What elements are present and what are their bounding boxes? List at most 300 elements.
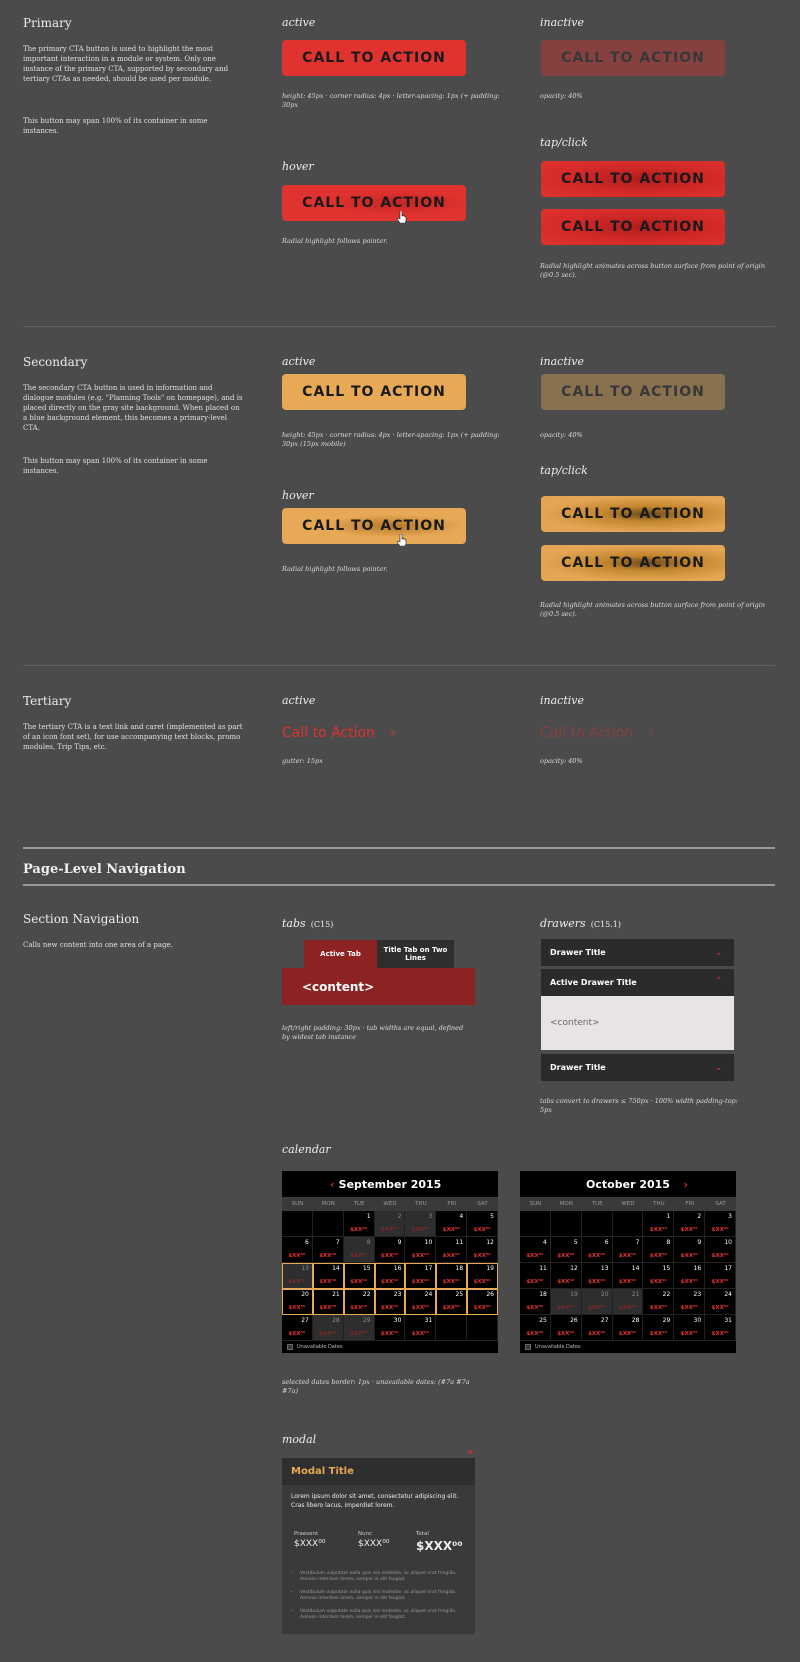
day-number: 20 — [301, 1291, 309, 1298]
day-price: $XX⁰⁰ — [649, 1305, 667, 1311]
day-price: $XX⁰⁰ — [649, 1227, 667, 1233]
day-number: 25 — [455, 1291, 464, 1298]
chevron-up-icon: ⌃ — [715, 976, 722, 985]
primary-cta-inactive-button: CALL TO ACTION — [541, 40, 725, 76]
primary-hover-note: Radial highlight follows pointer. — [282, 237, 388, 245]
day-price: $XX⁰⁰ — [288, 1253, 306, 1259]
secondary-cta-hover-button[interactable]: CALL TO ACTION — [282, 508, 466, 544]
day-number: 5 — [573, 1239, 578, 1246]
day-number: 2 — [397, 1213, 402, 1220]
day-price: $XX⁰⁰ — [588, 1331, 606, 1337]
day-number: 18 — [455, 1265, 464, 1272]
day-price: $XX⁰⁰ — [649, 1331, 667, 1337]
day-price: $XX⁰⁰ — [680, 1331, 698, 1337]
weekday-label: SUN — [291, 1201, 304, 1207]
day-price: $XX⁰⁰ — [350, 1253, 368, 1259]
day-price: $XX⁰⁰ — [350, 1305, 368, 1311]
day-number: 21 — [332, 1291, 340, 1298]
day-price: $XX⁰⁰ — [680, 1227, 698, 1233]
calendar-day[interactable] — [551, 1315, 582, 1341]
primary-active-note: height: 45px · corner radius: 4px · letter-spacing: 1px (+ padding: 30px — [282, 92, 500, 109]
weekday-label: THU — [653, 1201, 665, 1207]
day-number: 9 — [697, 1239, 702, 1246]
calendar-day[interactable] — [551, 1237, 582, 1263]
weekday-label: SAT — [715, 1201, 726, 1207]
day-price: $XX⁰⁰ — [557, 1279, 575, 1285]
day-number: 7 — [335, 1239, 340, 1246]
day-number: 31 — [424, 1317, 433, 1324]
drawer-item-active[interactable]: Active Drawer Title ⌃ — [541, 969, 734, 996]
section-navigation-title: Section Navigation — [23, 912, 140, 926]
day-price: $XX⁰⁰ — [319, 1305, 337, 1311]
day-number: 7 — [635, 1239, 640, 1246]
secondary-hover-label: hover — [282, 489, 314, 502]
modal-price-col-1: Praesent $XXX⁰⁰ — [294, 1531, 326, 1549]
section-divider — [23, 665, 775, 666]
day-number: 1 — [366, 1213, 371, 1220]
list-item: • Vestibulum vulputate nulla quis nisi molestie, ac aliquet erat fringilla. Aenean interdum lorem, semper in elit feugiat. — [300, 1609, 467, 1621]
chevron-left-icon[interactable]: ‹ — [330, 1177, 335, 1191]
day-number: 2 — [697, 1213, 702, 1220]
day-number: 30 — [393, 1317, 402, 1324]
unavailable-swatch — [525, 1344, 531, 1350]
calendar-day[interactable] — [467, 1263, 498, 1289]
day-number: 8 — [366, 1239, 371, 1246]
caret-right-icon: › — [390, 725, 396, 741]
day-number: 24 — [724, 1291, 732, 1298]
day-price: $XX⁰⁰ — [319, 1331, 337, 1337]
day-price: $XX⁰⁰ — [350, 1331, 368, 1337]
calendar-day — [405, 1211, 436, 1237]
day-price: $XX⁰⁰ — [288, 1331, 306, 1337]
day-price: $XX⁰⁰ — [319, 1279, 337, 1285]
day-number: 16 — [393, 1265, 402, 1272]
day-number: 6 — [305, 1239, 309, 1246]
day-price: $XX⁰⁰ — [411, 1305, 429, 1311]
primary-cta-tap-button-1[interactable]: CALL TO ACTION — [541, 161, 725, 197]
calendar-day[interactable] — [643, 1289, 674, 1315]
calendar-month: September 2015 — [338, 1177, 442, 1191]
calendar-day[interactable] — [520, 1315, 551, 1341]
day-number: 22 — [362, 1291, 371, 1298]
calendar-empty-cell — [582, 1211, 613, 1237]
list-item: • Vestibulum vulputate nulla quis nisi molestie, ac aliquet erat fringilla. Aenean interdum lorem, semper in elit feugiat. — [300, 1571, 467, 1583]
calendar-day[interactable] — [375, 1263, 406, 1289]
day-price: $XX⁰⁰ — [526, 1253, 544, 1259]
calendar-day[interactable] — [436, 1211, 467, 1237]
day-price: $XX⁰⁰ — [526, 1331, 544, 1337]
calendar-day[interactable] — [613, 1263, 644, 1289]
page-level-navigation-heading: Page-Level Navigation — [23, 862, 186, 877]
day-price: $XX⁰⁰ — [526, 1279, 544, 1285]
day-price: $XX⁰⁰ — [618, 1331, 637, 1337]
chevron-right-icon[interactable]: › — [683, 1177, 688, 1191]
day-price: $XX⁰⁰ — [442, 1305, 460, 1311]
day-number: 31 — [724, 1317, 732, 1324]
day-price: $XX⁰⁰ — [350, 1279, 368, 1285]
day-price: $XX⁰⁰ — [288, 1279, 306, 1285]
modal-price-col-2: Nunc $XXX⁰⁰ — [358, 1531, 390, 1549]
day-price: $XX⁰⁰ — [442, 1227, 460, 1233]
day-price: $XX⁰⁰ — [288, 1305, 306, 1311]
calendar-empty-cell — [613, 1211, 644, 1237]
primary-active-label: active — [282, 16, 316, 29]
secondary-inactive-note: opacity: 40% — [540, 431, 583, 439]
day-price: $XX⁰⁰ — [618, 1279, 637, 1285]
calendar-day[interactable] — [436, 1237, 467, 1263]
day-number: 4 — [459, 1213, 464, 1220]
calendar-day[interactable] — [674, 1289, 705, 1315]
calendar-day[interactable] — [282, 1237, 313, 1263]
calendar-day[interactable] — [643, 1315, 674, 1341]
calendar-day[interactable] — [405, 1289, 436, 1315]
calendar-day[interactable] — [405, 1237, 436, 1263]
calendar-day[interactable] — [467, 1211, 498, 1237]
calendar-day[interactable] — [520, 1263, 551, 1289]
primary-inactive-label: inactive — [540, 16, 584, 29]
day-number: 23 — [393, 1291, 402, 1298]
day-number: 17 — [724, 1265, 732, 1272]
heading-rule-bottom — [23, 884, 775, 886]
calendar-day[interactable] — [436, 1289, 467, 1315]
day-number: 19 — [570, 1291, 578, 1298]
secondary-cta-tap-button-1[interactable]: CALL TO ACTION — [541, 496, 725, 532]
calendar-day[interactable] — [344, 1289, 375, 1315]
day-number: 26 — [570, 1317, 578, 1324]
calendar-day[interactable] — [705, 1237, 736, 1263]
day-price: $XX⁰⁰ — [618, 1253, 637, 1259]
secondary-section-title: Secondary — [23, 355, 88, 369]
day-price: $XX⁰⁰ — [680, 1305, 698, 1311]
secondary-cta-tap-button-2[interactable]: CALL TO ACTION — [541, 545, 725, 581]
day-number: 22 — [662, 1291, 671, 1298]
calendar-day[interactable] — [674, 1263, 705, 1289]
calendar-day[interactable] — [405, 1315, 436, 1341]
day-price: $XX⁰⁰ — [649, 1253, 667, 1259]
day-number: 3 — [428, 1213, 433, 1220]
calendar-empty-cell — [467, 1315, 498, 1341]
day-number: 28 — [332, 1317, 340, 1324]
day-number: 29 — [362, 1317, 371, 1324]
primary-tap-note: Radial highlight animates across button surface from point of origin (@0.5 sec). — [540, 262, 766, 279]
calendar-day — [375, 1211, 406, 1237]
calendar-day — [613, 1289, 644, 1315]
secondary-hover-note: Radial highlight follows pointer. — [282, 565, 388, 573]
day-price: $XX⁰⁰ — [680, 1279, 698, 1285]
primary-cta-hover-button[interactable]: CALL TO ACTION — [282, 185, 466, 221]
day-number: 25 — [539, 1317, 547, 1324]
tertiary-active-note: gutter: 15px — [282, 757, 323, 765]
day-price: $XX⁰⁰ — [411, 1227, 429, 1233]
day-number: 13 — [600, 1265, 609, 1272]
calendar-note: selected dates border: 1px · unavailable dates: (#7a #7a #7a) — [282, 1378, 470, 1395]
day-number: 20 — [600, 1291, 609, 1298]
day-number: 17 — [424, 1265, 433, 1272]
heading-rule-top — [23, 847, 775, 849]
day-number: 13 — [301, 1265, 309, 1272]
day-number: 15 — [362, 1265, 371, 1272]
primary-cta-active-button[interactable]: CALL TO ACTION — [282, 40, 466, 76]
secondary-description: The secondary CTA button is used in information and dialogue modules (e.g. "Planning Tools" on homepage), and is placed directly on the gray site background. When placed on a blue background element, this becomes a primary-level CTA. — [23, 384, 243, 432]
day-number: 19 — [486, 1265, 494, 1272]
calendar-october — [520, 1171, 736, 1353]
calendar-day — [551, 1289, 582, 1315]
calendar-day[interactable] — [643, 1237, 674, 1263]
calendar-day[interactable] — [520, 1237, 551, 1263]
secondary-cta-active-button[interactable]: CALL TO ACTION — [282, 374, 466, 410]
calendar-day[interactable] — [282, 1289, 313, 1315]
day-price: $XX⁰⁰ — [557, 1253, 575, 1259]
tertiary-link-text[interactable]: Call to Action — [282, 725, 375, 741]
tertiary-active-label: active — [282, 694, 316, 707]
day-number: 9 — [397, 1239, 402, 1246]
secondary-inactive-label: inactive — [540, 355, 584, 368]
day-price: $XX⁰⁰ — [350, 1227, 368, 1233]
calendar-day[interactable] — [375, 1315, 406, 1341]
day-number: 12 — [486, 1239, 494, 1246]
calendar-day[interactable] — [436, 1263, 467, 1289]
primary-description: The primary CTA button is used to highlight the most important interaction in a module or system. Only one instance of the primary CTA, supported by secondary and tertiary CTAs as needed, should be used per module. — [23, 45, 229, 83]
chevron-down-icon: ⌄ — [715, 1063, 722, 1072]
primary-hover-label: hover — [282, 160, 314, 173]
day-price: $XX⁰⁰ — [680, 1253, 698, 1259]
calendar-day[interactable] — [582, 1315, 613, 1341]
day-price: $XX⁰⁰ — [711, 1279, 729, 1285]
day-price: $XX⁰⁰ — [380, 1227, 399, 1233]
calendar-day[interactable] — [643, 1263, 674, 1289]
day-number: 18 — [539, 1291, 547, 1298]
day-number: 11 — [455, 1239, 464, 1246]
modal-dialog — [282, 1448, 475, 1634]
day-price: $XX⁰⁰ — [557, 1305, 575, 1311]
day-number: 26 — [486, 1291, 494, 1298]
tertiary-description: The tertiary CTA is a text link and caret (implemented as part of an icon font set), for use accompanying text blocks, promo modules, Trip Tips, etc. — [23, 723, 243, 751]
tab-content-panel: <content> — [282, 968, 475, 1005]
calendar-day[interactable] — [520, 1289, 551, 1315]
calendar-empty-cell — [282, 1211, 313, 1237]
calendar-header — [282, 1171, 498, 1197]
hand-pointer-icon — [397, 534, 407, 546]
day-number: 1 — [666, 1213, 671, 1220]
tertiary-cta-inactive-link — [540, 722, 654, 741]
calendar-day[interactable] — [674, 1237, 705, 1263]
calendar-day[interactable] — [313, 1263, 344, 1289]
calendar-day — [344, 1237, 375, 1263]
weekday-label: MON — [321, 1201, 335, 1207]
tabs-label: tabs (C15) — [282, 917, 334, 930]
close-icon[interactable]: × — [466, 1448, 474, 1458]
drawer-item-1[interactable]: Drawer Title ⌄ — [541, 939, 734, 966]
calendar-empty-cell — [436, 1315, 467, 1341]
tab-inactive[interactable]: Title Tab on Two Lines — [377, 940, 454, 968]
weekday-label: TUE — [353, 1201, 365, 1207]
tertiary-inactive-label: inactive — [540, 694, 584, 707]
day-price: $XX⁰⁰ — [319, 1253, 337, 1259]
calendar-label: calendar — [282, 1143, 331, 1156]
calendar-day[interactable] — [705, 1211, 736, 1237]
calendar-day[interactable] — [313, 1289, 344, 1315]
calendar-day — [582, 1289, 613, 1315]
weekday-label: SUN — [529, 1201, 542, 1207]
calendar-day[interactable] — [674, 1315, 705, 1341]
calendar-legend: Unavailable Dates — [520, 1341, 736, 1353]
calendar-day — [282, 1263, 313, 1289]
secondary-tap-note: Radial highlight animates across button surface from point of origin (@0.5 sec). — [540, 601, 766, 618]
day-price: $XX⁰⁰ — [557, 1331, 575, 1337]
day-price: $XX⁰⁰ — [442, 1253, 460, 1259]
day-number: 5 — [490, 1213, 494, 1220]
list-item: • Vestibulum vulputate nulla quis nisi molestie, ac aliquet erat fringilla. Aenean interdum lorem, semper in elit feugiat. — [300, 1590, 467, 1602]
day-number: 27 — [301, 1317, 309, 1324]
day-price: $XX⁰⁰ — [618, 1305, 637, 1311]
calendar-day — [344, 1315, 375, 1341]
modal-label: modal — [282, 1433, 317, 1446]
drawer-content-panel: <content> — [541, 996, 734, 1050]
tertiary-link-text: Call to Action — [540, 725, 633, 741]
weekday-label: SAT — [477, 1201, 488, 1207]
day-number: 15 — [662, 1265, 671, 1272]
tertiary-section-title: Tertiary — [23, 694, 72, 708]
primary-cta-tap-button-2[interactable]: CALL TO ACTION — [541, 209, 725, 245]
calendar-day[interactable] — [313, 1237, 344, 1263]
day-price: $XX⁰⁰ — [588, 1279, 606, 1285]
secondary-active-note: height: 45px · corner radius: 4px · letter-spacing: 1px (+ padding: 30px (15px mobile) — [282, 431, 500, 448]
day-price: $XX⁰⁰ — [711, 1305, 729, 1311]
day-number: 28 — [631, 1317, 640, 1324]
weekday-label: WED — [621, 1201, 635, 1207]
calendar-weekdays — [282, 1197, 498, 1211]
day-price: $XX⁰⁰ — [526, 1305, 544, 1311]
weekday-label: FRI — [685, 1201, 695, 1207]
calendar-day[interactable] — [582, 1237, 613, 1263]
calendar-day[interactable] — [705, 1315, 736, 1341]
calendar-header — [520, 1171, 736, 1197]
day-number: 4 — [543, 1239, 547, 1246]
calendar-weekdays — [520, 1197, 736, 1211]
section-divider — [23, 326, 775, 327]
calendar-legend: Unavailable Dates — [282, 1341, 498, 1353]
day-price: $XX⁰⁰ — [588, 1305, 606, 1311]
day-price: $XX⁰⁰ — [411, 1279, 429, 1285]
section-navigation-description: Calls new content into one area of a page. — [23, 941, 173, 949]
modal-total-col: Total $XXX⁰⁰ — [416, 1531, 463, 1553]
day-number: 10 — [724, 1239, 732, 1246]
drawers-label: drawers (C15.1) — [540, 917, 621, 930]
secondary-active-label: active — [282, 355, 316, 368]
day-price: $XX⁰⁰ — [411, 1253, 429, 1259]
day-price: $XX⁰⁰ — [411, 1331, 429, 1337]
day-number: 29 — [662, 1317, 671, 1324]
day-number: 21 — [631, 1291, 640, 1298]
day-price: $XX⁰⁰ — [711, 1227, 729, 1233]
calendar-day — [313, 1315, 344, 1341]
tertiary-inactive-note: opacity: 40% — [540, 757, 583, 765]
calendar-september — [282, 1171, 498, 1353]
day-number: 3 — [728, 1213, 732, 1220]
weekday-label: FRI — [447, 1201, 457, 1207]
hand-pointer-icon — [397, 211, 407, 223]
calendar-day[interactable] — [674, 1211, 705, 1237]
calendar-day[interactable] — [705, 1289, 736, 1315]
modal-title: Modal Title — [282, 1458, 475, 1485]
day-price: $XX⁰⁰ — [380, 1253, 399, 1259]
day-number: 23 — [693, 1291, 702, 1298]
day-number: 14 — [332, 1265, 340, 1272]
drawer-item-3[interactable]: Drawer Title ⌄ — [541, 1054, 734, 1081]
tab-active[interactable]: Active Tab — [304, 940, 377, 968]
calendar-day[interactable] — [344, 1263, 375, 1289]
caret-right-icon: › — [648, 725, 654, 741]
calendar-day[interactable] — [375, 1289, 406, 1315]
day-number: 12 — [570, 1265, 578, 1272]
drawers-note: tabs convert to drawers ≤ 750px · 100% width padding-top: 5px — [540, 1097, 738, 1114]
day-number: 30 — [693, 1317, 702, 1324]
primary-description-note: This button may span 100% of its container in some instances. — [23, 117, 208, 135]
modal-bullet-list — [292, 1571, 467, 1628]
calendar-empty-cell — [313, 1211, 344, 1237]
chevron-down-icon: ⌄ — [715, 948, 722, 957]
day-number: 24 — [424, 1291, 433, 1298]
day-number: 27 — [600, 1317, 609, 1324]
day-number: 10 — [424, 1239, 433, 1246]
day-price: $XX⁰⁰ — [473, 1279, 491, 1285]
weekday-label: WED — [383, 1201, 397, 1207]
secondary-cta-inactive-button: CALL TO ACTION — [541, 374, 725, 410]
day-number: 11 — [539, 1265, 547, 1272]
calendar-day[interactable] — [613, 1237, 644, 1263]
primary-tap-label: tap/click — [540, 136, 588, 149]
day-price: $XX⁰⁰ — [380, 1279, 399, 1285]
tertiary-cta-active-link[interactable] — [282, 722, 396, 741]
day-price: $XX⁰⁰ — [473, 1305, 491, 1311]
unavailable-swatch — [287, 1344, 293, 1350]
tabs-note: left/right padding: 30px · tab widths are equal, defined by widest tab instance — [282, 1024, 464, 1041]
day-price: $XX⁰⁰ — [473, 1227, 491, 1233]
day-price: $XX⁰⁰ — [442, 1279, 460, 1285]
secondary-description-note: This button may span 100% of its container in some instances. — [23, 457, 208, 475]
calendar-day[interactable] — [467, 1289, 498, 1315]
primary-section-title: Primary — [23, 16, 72, 30]
calendar-day[interactable] — [582, 1263, 613, 1289]
weekday-label: MON — [559, 1201, 573, 1207]
day-number: 8 — [666, 1239, 671, 1246]
weekday-label: TUE — [591, 1201, 603, 1207]
day-number: 14 — [631, 1265, 640, 1272]
calendar-day[interactable] — [405, 1263, 436, 1289]
day-price: $XX⁰⁰ — [649, 1279, 667, 1285]
calendar-day[interactable] — [705, 1263, 736, 1289]
calendar-days — [520, 1211, 736, 1341]
day-price: $XX⁰⁰ — [473, 1253, 491, 1259]
calendar-days — [282, 1211, 498, 1341]
secondary-tap-label: tap/click — [540, 464, 588, 477]
day-number: 6 — [604, 1239, 609, 1246]
calendar-day[interactable] — [643, 1211, 674, 1237]
modal-body-text: Lorem ipsum dolor sit amet, consectetur adipiscing elit. Cras libero lacus, imperdiet lorem. — [291, 1493, 459, 1509]
calendar-day[interactable] — [551, 1263, 582, 1289]
calendar-day[interactable] — [613, 1315, 644, 1341]
calendar-day[interactable] — [282, 1315, 313, 1341]
calendar-day[interactable] — [375, 1237, 406, 1263]
primary-inactive-note: opacity: 40% — [540, 92, 583, 100]
calendar-day[interactable] — [467, 1237, 498, 1263]
day-price: $XX⁰⁰ — [711, 1253, 729, 1259]
day-price: $XX⁰⁰ — [711, 1331, 729, 1337]
weekday-label: THU — [415, 1201, 427, 1207]
day-price: $XX⁰⁰ — [380, 1305, 399, 1311]
day-number: 16 — [693, 1265, 702, 1272]
calendar-day[interactable] — [344, 1211, 375, 1237]
